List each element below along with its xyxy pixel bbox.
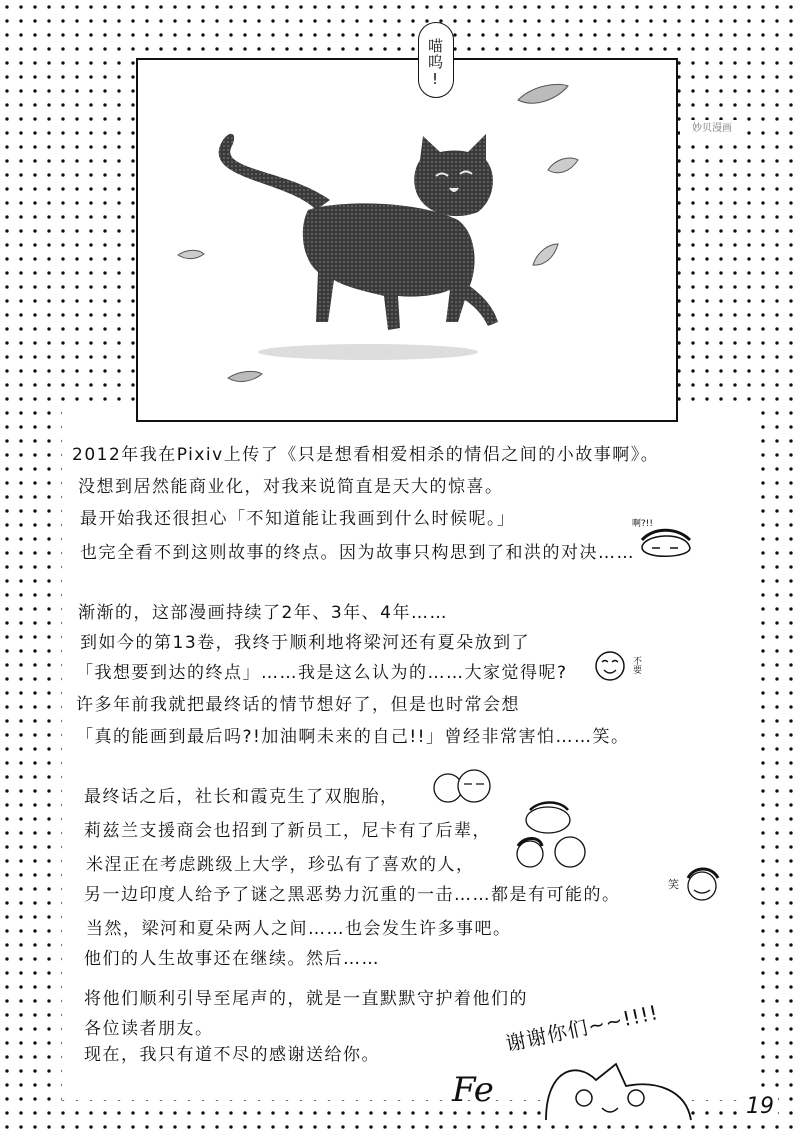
doodle-note: 不要 [631,656,641,674]
leaf [533,244,558,265]
text-line: 最终话之后，社长和霞克生了双胞胎， [84,787,399,807]
leaf [228,371,262,381]
cat-tail [219,134,330,210]
text-line: 他们的人生故事还在继续。然后…… [84,949,380,969]
text-line: 「我想要到达的终点」……我是这么认为的……大家觉得呢? [76,663,568,683]
cat-body [303,203,475,330]
speech-bubble: 喵呜! [418,22,454,98]
page-number: 19 [742,1094,778,1119]
text-line: 莉兹兰支援商会也招到了新员工，尼卡有了后辈， [84,821,491,841]
text-line: 2012年我在Pixiv上传了《只是想看相爱相杀的情侣之间的小故事啊》。 [72,445,660,465]
cat-illustration-frame [136,58,678,422]
cat-head [414,134,493,216]
leaf [178,250,204,258]
text-line: 「真的能画到最后吗?!加油啊未来的自己!!」曾经非常害怕……笑。 [76,727,630,747]
text-line: 也完全看不到这则故事的终点。因为故事只构思到了和洪的对决…… [80,543,635,563]
text-line: 另一边印度人给予了谜之黑恶势力沉重的一击……都是有可能的。 [84,885,621,905]
text-line: 到如今的第13卷，我终于顺利地将梁河还有夏朵放到了 [80,633,531,653]
doodle-note: 笑 [668,878,679,891]
signature-cat-doodle [486,1050,716,1130]
sleepy-face-doodle [636,526,696,562]
signature: Fe [452,1070,494,1110]
text-line: 许多年前我就把最终话的情节想好了，但是也时常会想 [76,695,520,715]
leaf [548,158,578,173]
text-line: 现在，我只有道不尽的感谢送给你。 [84,1045,380,1065]
grinning-face-doodle [680,864,726,904]
cat-illustration [138,60,676,420]
text-line: 各位读者朋友。 [84,1019,214,1039]
couple-doodle [428,766,498,810]
leaf [518,84,568,103]
text-line: 没想到居然能商业化，对我来说简直是天大的惊喜。 [78,477,504,497]
laughing-face-doodle [590,646,630,686]
cat-mouth [450,188,458,191]
worker-doodle [520,800,576,836]
watermark: 妙贝漫画 [680,120,744,138]
text-line: 当然，梁河和夏朵两人之间……也会发生许多事吧。 [86,919,512,939]
text-line: 渐渐的，这部漫画持续了2年、3年、4年…… [78,603,448,623]
thanks-message: 谢谢你们~~!!!! [503,1000,661,1056]
text-line: 米涅正在考虑跳级上大学，珍弘有了喜欢的人， [86,855,475,875]
ground-shadow [258,344,478,360]
text-line: 将他们顺利引导至尾声的，就是一直默默守护着他们的 [84,989,528,1009]
kids-doodle [510,834,600,874]
text-line: 最开始我还很担心「不知道能让我画到什么时候呢。」 [80,509,516,529]
doodle-note: 啊?!! [632,519,653,529]
